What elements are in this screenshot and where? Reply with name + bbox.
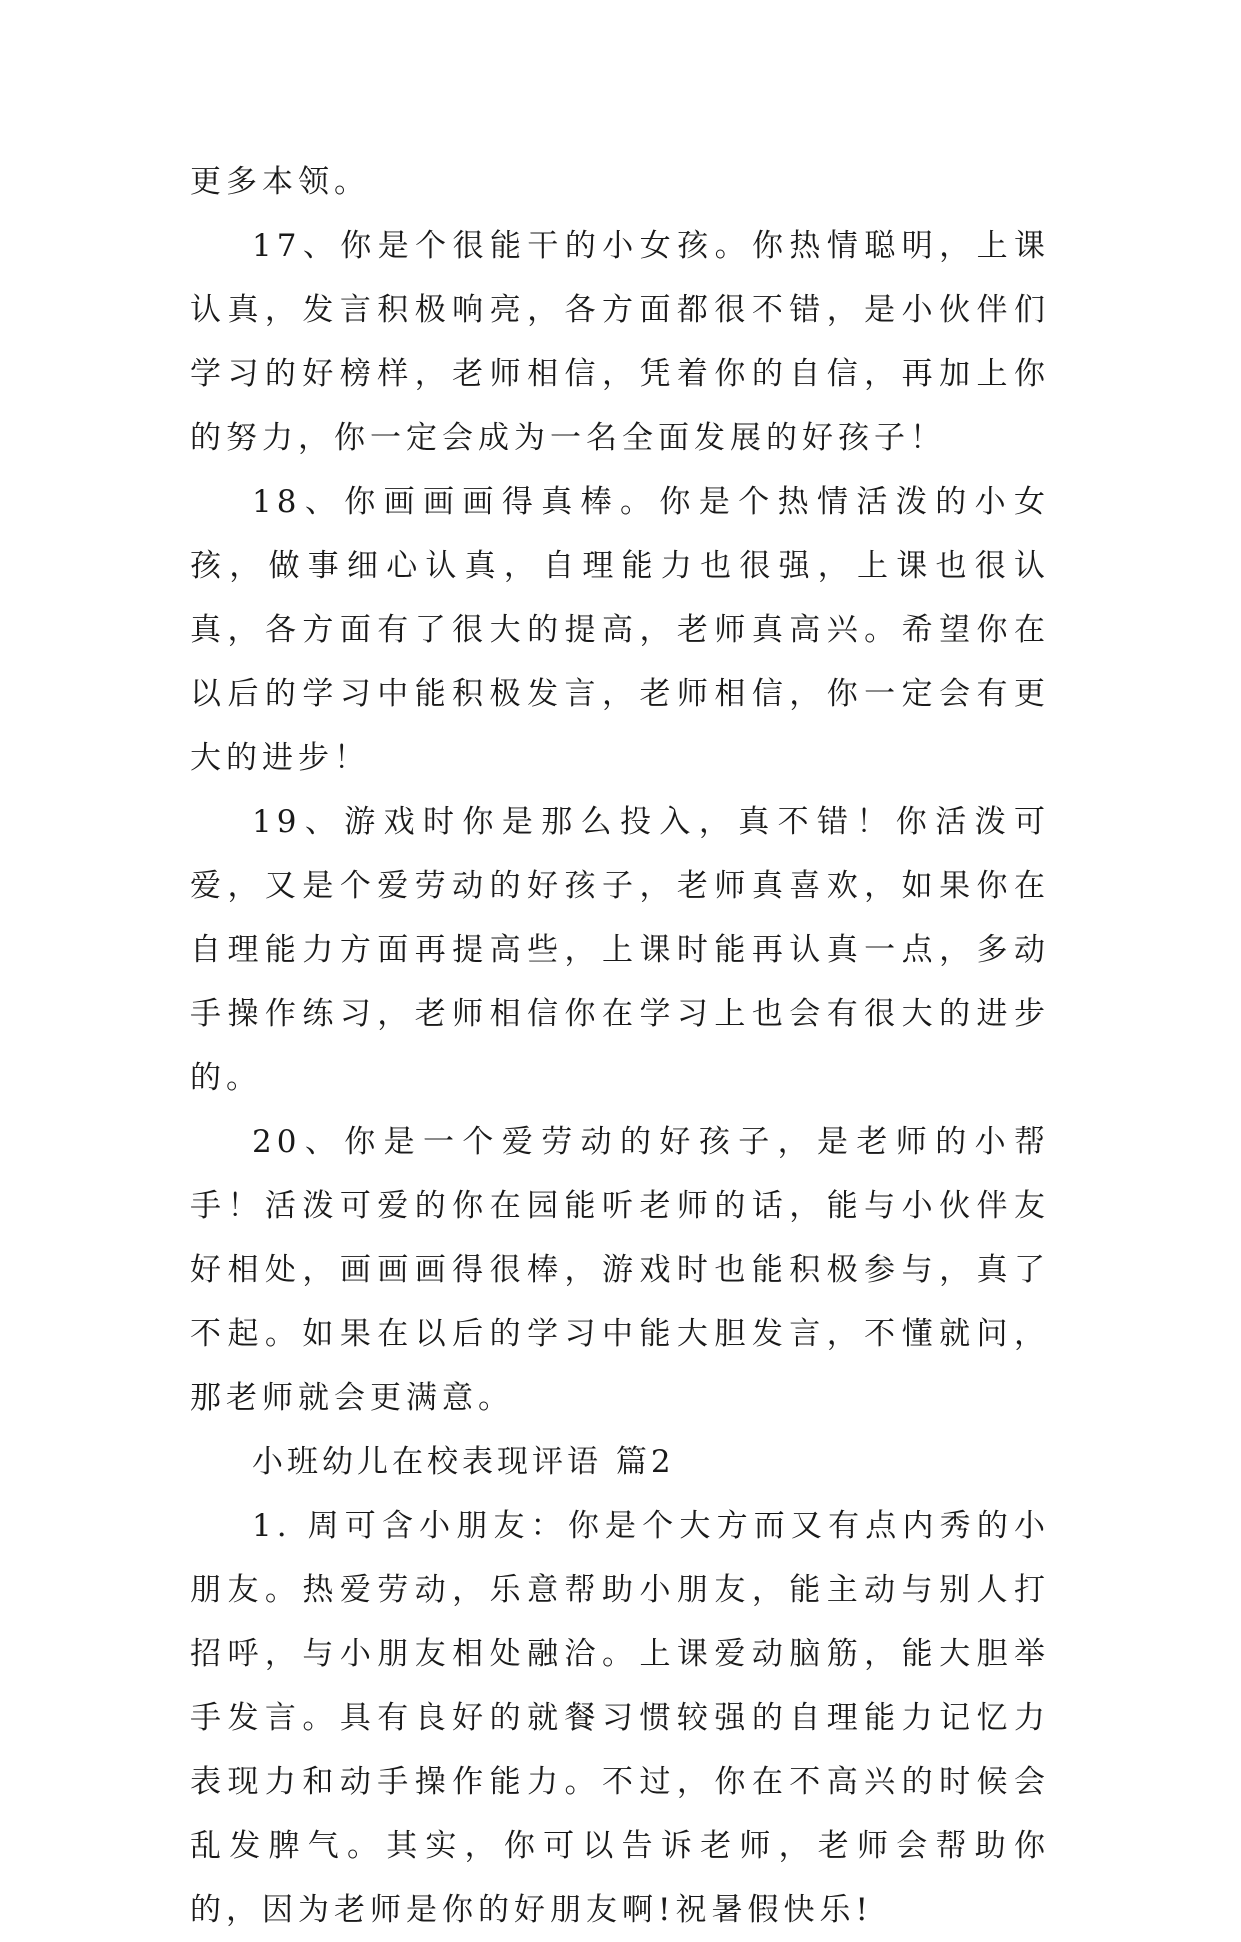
paragraph-continuation: 更多本领。 — [190, 164, 370, 200]
paragraph-19: 19、游戏时你是那么投入，真不错！你活泼可爱，又是个爱劳动的好孩子，老师真喜欢，如果你在自理能力方面再提高些，上课时能再认真一点，多动手操作练习，老师相信你在学习上也会有很大的进步的。 — [190, 804, 1050, 1096]
paragraph-18: 18、你画画画得真棒。你是个热情活泼的小女孩，做事细心认真，自理能力也很强，上课也很认真，各方面有了很大的提高，老师真高兴。希望你在以后的学习中能积极发言，老师相信，你一定会有更大的进步！ — [190, 484, 1050, 776]
section-heading: 小班幼儿在校表现评语 篇2 — [252, 1444, 675, 1480]
section-2-paragraph-1: 1. 周可含小朋友：你是个大方而又有点内秀的小朋友。热爱劳动，乐意帮助小朋友，能主动与别人打招呼，与小朋友相处融洽。上课爱动脑筋，能大胆举手发言。具有良好的就餐习惯较强的自理能力记忆力表现力和动手操作能力。不过，你在不高兴的时候会乱发脾气。其实，你可以告诉老师，老师会帮助你的，因为老师是你的好朋友啊!祝暑假快乐! — [190, 1508, 1050, 1928]
document-body — [190, 150, 1050, 1942]
paragraph-17: 17、你是个很能干的小女孩。你热情聪明，上课认真，发言积极响亮，各方面都很不错，是小伙伴们学习的好榜样，老师相信，凭着你的自信，再加上你的努力，你一定会成为一名全面发展的好孩子！ — [190, 228, 1050, 456]
paragraph-20: 20、你是一个爱劳动的好孩子，是老师的小帮手！活泼可爱的你在园能听老师的话，能与小伙伴友好相处，画画画得很棒，游戏时也能积极参与，真了不起。如果在以后的学习中能大胆发言，不懂就问，那老师就会更满意。 — [190, 1124, 1050, 1416]
